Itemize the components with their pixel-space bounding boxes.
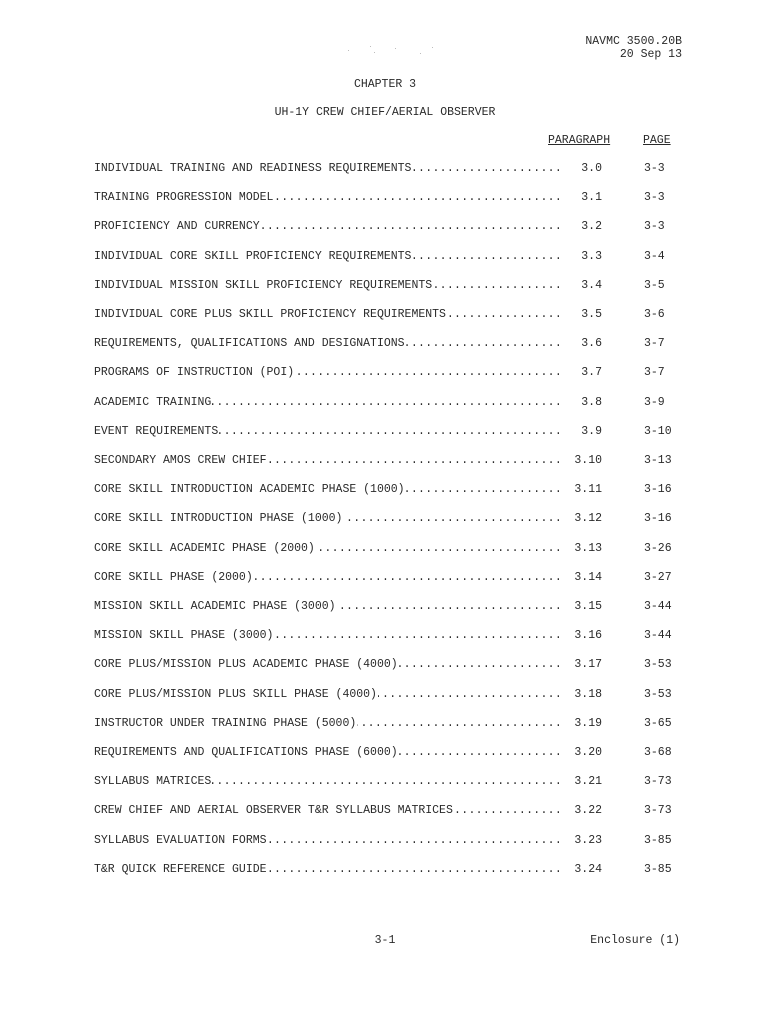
toc-entry-leader (94, 279, 592, 292)
toc-entry-leader (94, 483, 592, 496)
toc-entry-page: 3-53 (644, 688, 672, 701)
toc-entry-leader (94, 834, 592, 847)
toc-entry-paragraph: 3.17 (562, 658, 602, 671)
toc-entry-page: 3-16 (644, 512, 672, 525)
toc-entry-paragraph: 3.3 (562, 250, 602, 263)
toc-entry-label: REQUIREMENTS, QUALIFICATIONS AND DESIGNATIONS (94, 337, 405, 350)
toc-entry-label: INSTRUCTOR UNDER TRAINING PHASE (5000) (94, 717, 357, 730)
toc-entry-paragraph: 3.4 (562, 279, 602, 292)
toc-entry-paragraph: 3.0 (562, 162, 602, 175)
toc-entry-label: PROGRAMS OF INSTRUCTION (POI) (94, 366, 295, 379)
toc-entry (94, 512, 694, 526)
toc-entry-paragraph: 3.24 (562, 863, 602, 876)
toc-entry-page: 3-65 (644, 717, 672, 730)
toc-entry-page: 3-53 (644, 658, 672, 671)
toc-entry-label: CORE SKILL ACADEMIC PHASE (2000) (94, 542, 315, 555)
toc-entry-leader (94, 629, 592, 642)
toc-entry-label: ACADEMIC TRAINING (94, 396, 212, 409)
toc-entry-label: MISSION SKILL ACADEMIC PHASE (3000) (94, 600, 336, 613)
toc-entry-leader (94, 688, 592, 701)
toc-entry-label: CORE PLUS/MISSION PLUS SKILL PHASE (4000) (94, 688, 377, 701)
toc-entry (94, 366, 694, 380)
toc-entry-leader (94, 658, 592, 671)
toc-entry-leader (94, 366, 592, 379)
toc-entry-page: 3-7 (644, 366, 665, 379)
toc-entry-page: 3-73 (644, 775, 672, 788)
toc-entry-label: INDIVIDUAL CORE PLUS SKILL PROFICIENCY REQUIREMENTS (94, 308, 446, 321)
toc-entry-label: INDIVIDUAL MISSION SKILL PROFICIENCY REQUIREMENTS (94, 279, 433, 292)
toc-entry (94, 308, 694, 322)
toc-entry-leader (94, 250, 592, 263)
toc-entry-page: 3-85 (644, 834, 672, 847)
toc-entry-label: SYLLABUS MATRICES (94, 775, 212, 788)
toc-entry-leader (94, 804, 592, 817)
toc-entry-page: 3-10 (644, 425, 672, 438)
toc-entry-paragraph: 3.12 (562, 512, 602, 525)
toc-entry (94, 542, 694, 556)
toc-entry-page: 3-3 (644, 220, 665, 233)
toc-entry-leader (94, 600, 592, 613)
toc-entry-leader (94, 512, 592, 525)
toc-entry-label: CORE SKILL PHASE (2000) (94, 571, 253, 584)
chapter-heading: CHAPTER 3 (353, 78, 417, 91)
toc-entry-leader (94, 863, 592, 876)
document-number: NAVMC 3500.20B (585, 35, 682, 48)
toc-entry-leader (94, 308, 592, 321)
toc-entry-paragraph: 3.21 (562, 775, 602, 788)
toc-entry-paragraph: 3.10 (562, 454, 602, 467)
toc-entry-page: 3-5 (644, 279, 665, 292)
toc-entry-paragraph: 3.7 (562, 366, 602, 379)
toc-entry-label: TRAINING PROGRESSION MODEL (94, 191, 274, 204)
toc-entry-page: 3-27 (644, 571, 672, 584)
toc-entry (94, 250, 694, 264)
toc-entry-paragraph: 3.13 (562, 542, 602, 555)
toc-entry-paragraph: 3.18 (562, 688, 602, 701)
toc-entry-label: EVENT REQUIREMENTS (94, 425, 219, 438)
toc-entry-label: MISSION SKILL PHASE (3000) (94, 629, 274, 642)
toc-entry (94, 191, 694, 205)
toc-entry-page: 3-7 (644, 337, 665, 350)
toc-entry-leader (94, 542, 592, 555)
chapter-title: UH-1Y CREW CHIEF/AERIAL OBSERVER (274, 106, 496, 119)
toc-entry-page: 3-3 (644, 191, 665, 204)
toc-entry-label: CORE SKILL INTRODUCTION ACADEMIC PHASE (1000) (94, 483, 405, 496)
toc-entry (94, 425, 694, 439)
toc-entry (94, 337, 694, 351)
toc-entry-label: REQUIREMENTS AND QUALIFICATIONS PHASE (6000) (94, 746, 398, 759)
toc-entry-page: 3-73 (644, 804, 672, 817)
toc-entry-leader (94, 162, 592, 175)
toc-entry-label: SYLLABUS EVALUATION FORMS (94, 834, 267, 847)
toc-entry (94, 863, 694, 877)
toc-entry-label: PROFICIENCY AND CURRENCY (94, 220, 260, 233)
toc-entry-leader (94, 396, 592, 409)
toc-entry-page: 3-16 (644, 483, 672, 496)
toc-entry-leader (94, 454, 592, 467)
toc-entry-leader (94, 775, 592, 788)
toc-entry-page: 3-13 (644, 454, 672, 467)
toc-entry-paragraph: 3.9 (562, 425, 602, 438)
toc-entry (94, 454, 694, 468)
toc-entry-page: 3-9 (644, 396, 665, 409)
toc-entry-leader (94, 425, 592, 438)
enclosure-label: Enclosure (1) (590, 934, 680, 947)
toc-entry-paragraph: 3.22 (562, 804, 602, 817)
toc-entry-paragraph: 3.5 (562, 308, 602, 321)
toc-entry-page: 3-4 (644, 250, 665, 263)
toc-entry-leader (94, 717, 592, 730)
toc-entry-label: CORE SKILL INTRODUCTION PHASE (1000) (94, 512, 343, 525)
toc-entry (94, 483, 694, 497)
toc-entry-page: 3-3 (644, 162, 665, 175)
toc-entry (94, 571, 694, 585)
toc-entry-leader (94, 571, 592, 584)
toc-entry-leader (94, 220, 592, 233)
toc-entry-label: SECONDARY AMOS CREW CHIEF (94, 454, 267, 467)
toc-entry-paragraph: 3.19 (562, 717, 602, 730)
toc-entry-paragraph: 3.23 (562, 834, 602, 847)
toc-entry (94, 746, 694, 760)
toc-entry (94, 775, 694, 789)
toc-entry (94, 658, 694, 672)
toc-entry (94, 279, 694, 293)
toc-entry (94, 834, 694, 848)
toc-entry-page: 3-44 (644, 600, 672, 613)
toc-entry-label: CREW CHIEF AND AERIAL OBSERVER T&R SYLLABUS MATRICES (94, 804, 453, 817)
toc-entry-paragraph: 3.2 (562, 220, 602, 233)
toc-entry-page: 3-44 (644, 629, 672, 642)
toc-entry-label: CORE PLUS/MISSION PLUS ACADEMIC PHASE (4000) (94, 658, 398, 671)
toc-entry (94, 688, 694, 702)
toc-entry-leader (94, 746, 592, 759)
document-header (585, 35, 682, 61)
toc-entry (94, 629, 694, 643)
toc-entry-page: 3-85 (644, 863, 672, 876)
toc-entry (94, 600, 694, 614)
scan-specks (340, 44, 440, 58)
toc-entry-label: T&R QUICK REFERENCE GUIDE (94, 863, 267, 876)
toc-entry-paragraph: 3.16 (562, 629, 602, 642)
toc-entry-leader (94, 191, 592, 204)
document-date: 20 Sep 13 (619, 48, 682, 61)
toc-entry (94, 220, 694, 234)
toc-entry-paragraph: 3.15 (562, 600, 602, 613)
toc-entry-paragraph: 3.14 (562, 571, 602, 584)
toc-entry-paragraph: 3.11 (562, 483, 602, 496)
toc-entry (94, 396, 694, 410)
toc-entry-paragraph: 3.6 (562, 337, 602, 350)
toc-entry-paragraph: 3.8 (562, 396, 602, 409)
toc-entry-paragraph: 3.20 (562, 746, 602, 759)
toc-entry-page: 3-6 (644, 308, 665, 321)
page-column-header: PAGE (643, 134, 671, 147)
toc-entry (94, 162, 694, 176)
page-number: 3-1 (374, 934, 396, 947)
toc-entry-paragraph: 3.1 (562, 191, 602, 204)
toc-entry-page: 3-68 (644, 746, 672, 759)
toc-entry (94, 804, 694, 818)
toc-entry (94, 717, 694, 731)
toc-entry-leader (94, 337, 592, 350)
toc-entry-page: 3-26 (644, 542, 672, 555)
paragraph-column-header: PARAGRAPH (548, 134, 611, 147)
toc-entry-label: INDIVIDUAL TRAINING AND READINESS REQUIREMENTS (94, 162, 412, 175)
toc-entry-label: INDIVIDUAL CORE SKILL PROFICIENCY REQUIREMENTS (94, 250, 412, 263)
